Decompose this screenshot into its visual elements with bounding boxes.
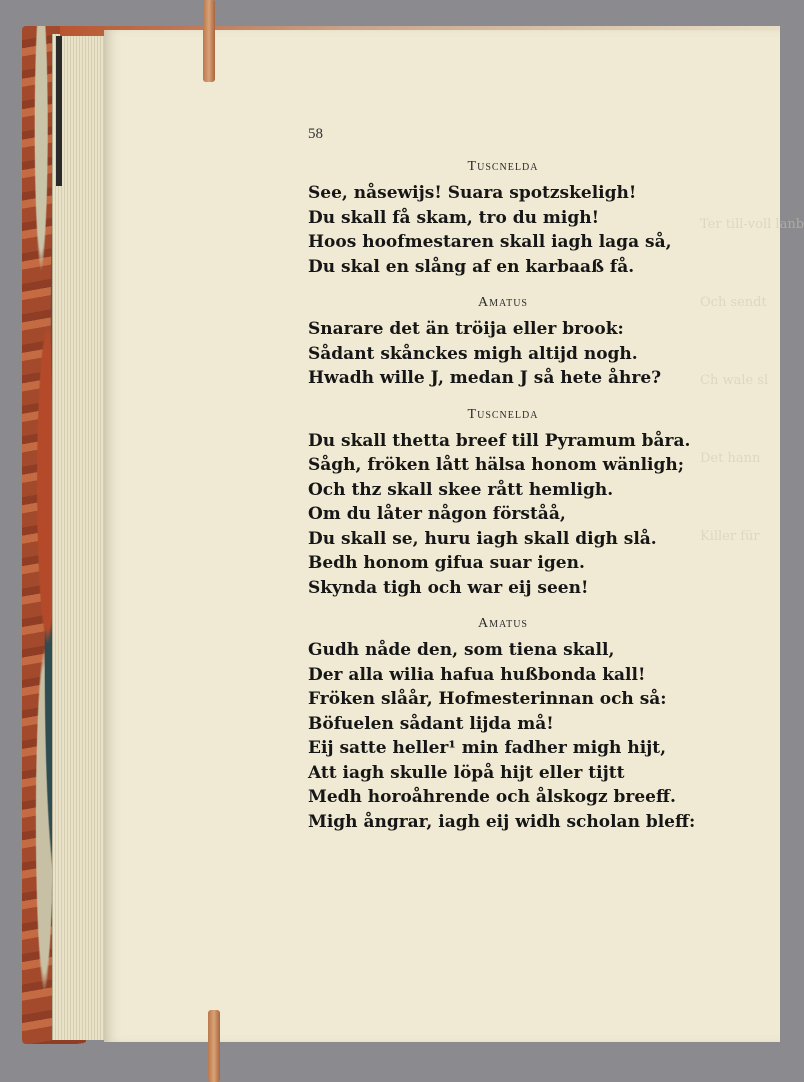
clip-bottom [208,1010,220,1082]
verse-line: Om du låter någon förståå, [308,504,566,524]
verse-line: Skynda tigh och war eij seen! [308,577,589,598]
bleed-line: Ter till-voll lanb [700,217,804,232]
verse-line: Du skall se, huru iagh skall digh slå. [308,528,657,549]
verse-line: Eij satte heller¹ min fadher migh hijt, [308,738,667,758]
verse-line: Hoos hoofmestaren skall iagh laga så, [308,232,672,252]
clip-top [203,0,215,82]
page-content [308,126,758,850]
verse-line: Sådant skånckes migh altijd nogh. [308,343,638,364]
speaker-name: Tuscnelda [467,159,539,174]
verse-line: Att iagh skulle löpå hijt eller tijtt [308,762,625,783]
verse-line: Medh horoåhrende och ålskogz breeff. [308,787,676,807]
speaker-name: Amatus [477,295,528,310]
verse-line: Hwadh wille J, medan J så hete åhre? [308,368,662,388]
dialogue-section [308,616,758,834]
verse-line: Sågh, fröken lått hälsa honom wänligh; [308,455,685,475]
verse-line: Och thz skall skee rått hemligh. [308,479,614,500]
bleed-line: Killer für [700,529,760,544]
verse-line: Du skall thetta breef till Pyramum båra. [308,430,691,451]
verse-line: Böfuelen sådant lijda må! [308,713,554,734]
dialogue-section [308,407,758,601]
dialogue-section [308,159,758,279]
speaker-name: Amatus [477,616,528,631]
bleed-line: Och sendt [700,295,767,310]
verse-line: Fröken slåår, Hofmesterinnan och så: [308,689,667,709]
page-number: 58 [308,126,323,142]
speaker-name: Tuscnelda [467,406,539,422]
verse-line: Der alla wilia hafua hußbonda kall! [308,664,646,685]
verse-line: Bedh honom gifua suar igen. [308,553,585,573]
verse-line: Du skall få skam, tro du migh! [308,207,600,228]
verse-line: Snarare det än tröija eller brook: [308,319,624,339]
bleed-line: Det hann [700,451,761,466]
bleed-line: Ch wale sl [700,373,769,388]
verse-line: Migh ångrar, iagh eij widh scholan bleff: [308,811,696,832]
verse-line: Gudh nåde den, som tiena skall, [308,640,615,660]
verse-line: See, nåsewijs! Suara spotzskeligh! [308,183,637,203]
verse-line: Du skal en slång af en karbaaß få. [308,256,635,277]
dialogue-section [308,295,758,391]
page-edge-shadow [56,36,62,186]
